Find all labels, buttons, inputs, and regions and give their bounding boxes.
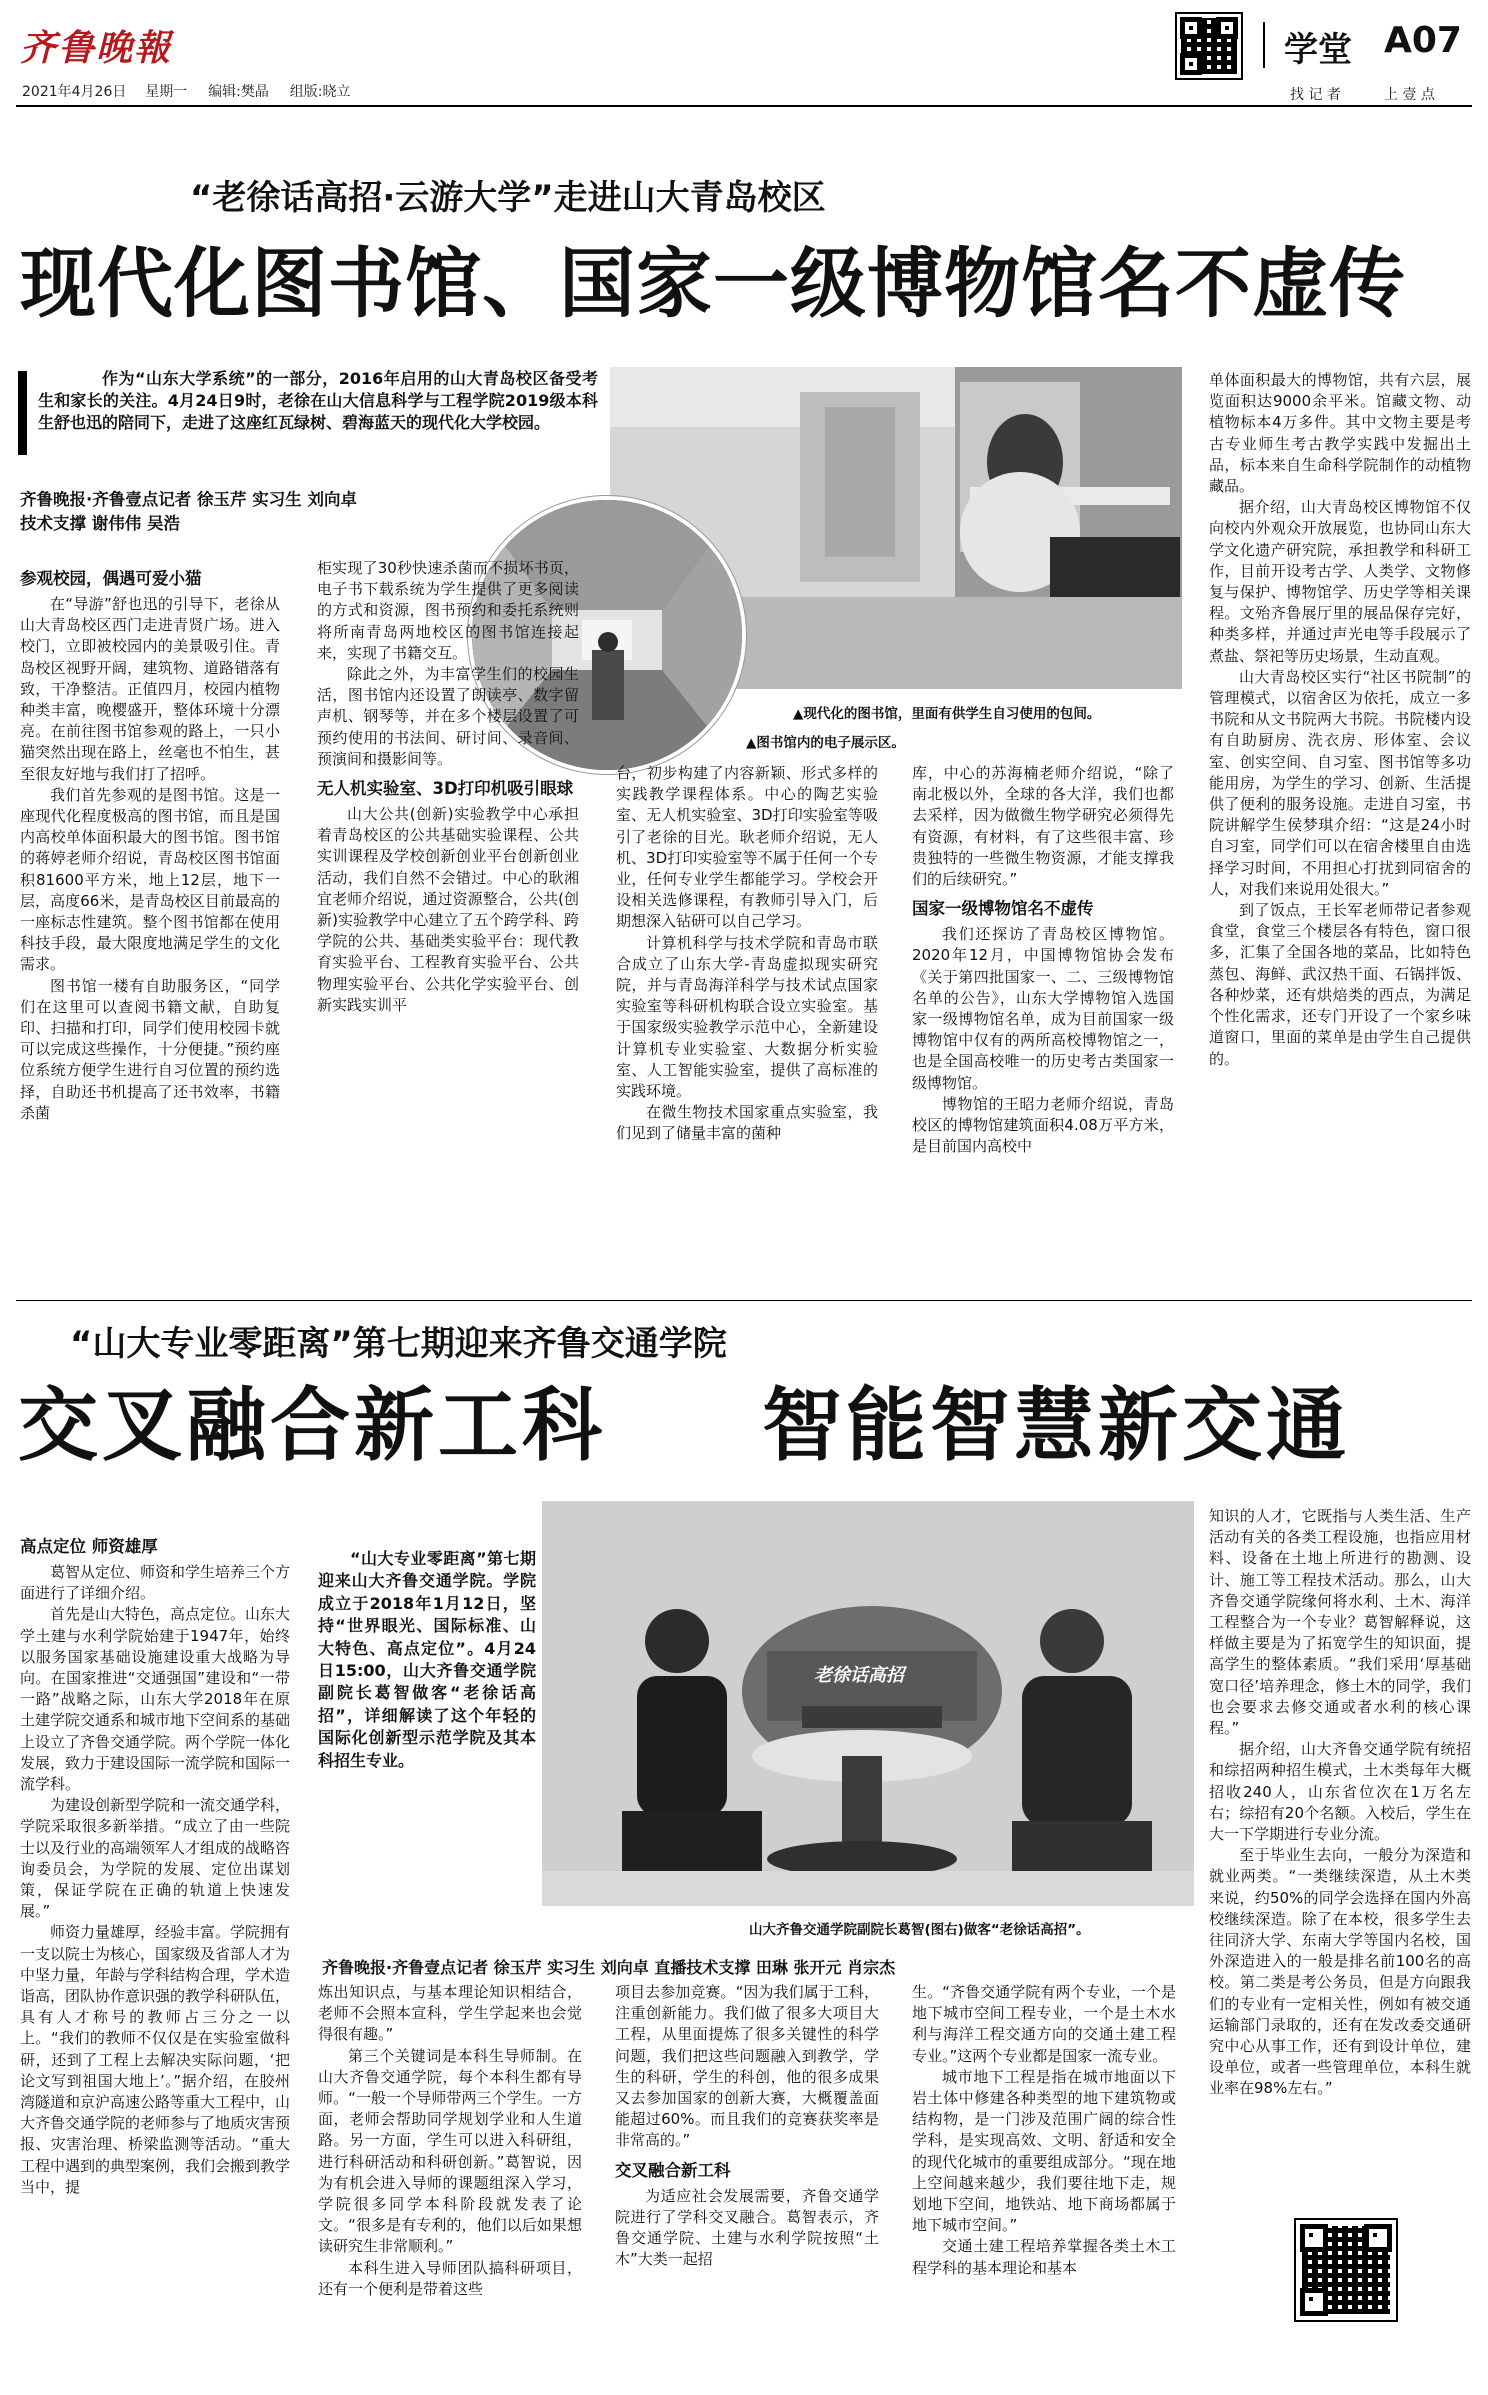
paragraph: 单体面积最大的博物馆，共有六层，展览面积达9000余平米。馆藏文物、动植物标本4万多件。其中文物主要是考古专业师生考古教学实践中发掘出土品，标本来自生命科学院制作的动植物藏品。	[1209, 371, 1471, 496]
photo2-caption: ▲图书馆内的电子展示区。	[746, 735, 905, 751]
paragraph: 到了饭点，王长军老师带记者参观食堂，食堂三个楼层各有特色，窗口很多，汇集了全国各地的菜品，比如特色蒸包、海鲜、武汉热干面、石锅拌饭、各种炒菜，还有烘焙类的西点，为满足个性化需求，还专门开设了一个家乡味道窗口，里面的菜单是由学生自己提供的。	[1209, 901, 1471, 1068]
section-divider-icon	[1263, 22, 1265, 68]
article2-intro: “山大专业零距离”第七期迎来山大齐鲁交通学院。学院成立于2018年1月12日，坚持“世界眼光、国际标准、山大特色、高点定位”。4月24日15:00，山大齐鲁交通学院副院长葛智做客“老徐话高招”，详细解读了这个年轻的国际化创新型示范学院及其本科招生专业。	[318, 1549, 536, 1770]
subheading: 参观校园，偶遇可爱小猫	[20, 569, 202, 588]
paragraph: 生。“齐鲁交通学院有两个专业，一个是地下城市空间工程专业，一个是土木水利与海洋工程交通方向的交通土建工程专业。”这两个专业都是国家一流专业。	[912, 1983, 1176, 2065]
article1-column-3	[616, 763, 878, 1290]
article1-byline	[20, 488, 357, 536]
paragraph: 我们还探访了青岛校区博物馆。2020年12月，中国博物馆协会发布《关于第四批国家一、二、三级博物馆名单的公告》，山东大学博物馆入选国家一级博物馆名单，成为目前国家一级博物馆中仅有的两所高校博物馆之一，也是全国高校唯一的历史考古类国家一级博物馆。	[912, 925, 1174, 1092]
interview-studio-illustration	[542, 1501, 1194, 1906]
article2-byline: 齐鲁晚报·齐鲁壹点记者 徐玉芹 实习生 刘向卓 直播技术支撑 田琳 张开元 肖宗杰	[322, 1958, 896, 1977]
paragraph: 据介绍，山大青岛校区博物馆不仅向校内外观众开放展览，也协同山东大学文化遗产研究院，承担教学和科研工作，目前开设考古学、人类学、文物修复与保护、博物馆学、历史学等相关课程。文殆齐鲁展厅里的展品保存完好，种类多样，并通过声光电等手段展示了煮盐、祭祀等历史场景，生动直观。	[1209, 498, 1471, 665]
subheading: 交叉融合新工科	[615, 2160, 731, 2180]
layout-credit: 组版:晓立	[289, 84, 351, 100]
paragraph: 在“导游”舒也迅的引导下，老徐从山大青岛校区西门走进青贤广场。进入校门，立即被校园内的美景吸引住。青岛校区视野开阔，建筑物、道路错落有致，干净整洁。正值四月，校园内植物种类丰富，晚樱盛开，整体环境十分漂亮。在前往图书馆参观的路上，一只小猫突然出现在路上，丝毫也不怕生，甚至很友好地与我们打了招呼。	[20, 595, 280, 783]
article1-headline: 现代化图书馆、国家一级博物馆名不虚传	[20, 239, 1406, 328]
paragraph: 据介绍，山大齐鲁交通学院有统招和综招两种招生模式，土木类每年大概招收240人，山东省位次在1万名左右；综招有20个名额。入校后，学生在大一下学期进行专业分流。	[1209, 1740, 1471, 1844]
issue-date: 2021年4月26日	[22, 84, 127, 100]
article2-kicker: “山大专业零距离”第七期迎来齐鲁交通学院	[70, 1324, 727, 1364]
article2-column-1	[20, 1528, 290, 2388]
article1-column-4	[912, 763, 1174, 1290]
subheading: 国家一级博物馆名不虚传	[912, 899, 1094, 919]
article2-column-5	[1209, 1506, 1471, 2216]
paragraph: 在微生物技术国家重点实验室，我们见到了储量丰富的菌种	[616, 1103, 878, 1143]
paragraph: 交通土建工程培养掌握各类土木工程学科的基本理论和基本	[912, 2237, 1176, 2277]
article1-column-2	[317, 558, 579, 1290]
qr-code-icon	[1294, 2218, 1398, 2322]
article-separator	[16, 1300, 1472, 1301]
article2-column-3	[615, 1982, 879, 2388]
paragraph: 师资力量雄厚，经验丰富。学院拥有一支以院士为核心，国家级及省部人才为中坚力量，年龄与学科结构合理，学术造诣高，团队协作意识强的教学科研队伍，具有人才称号的教师占三分之一以上。“我们的教师不仅仅是在实验室做科研，还到了工程上去解决实际问题，‘把论文写到祖国大地上’。”据介绍，在胶州湾隧道和京沪高速公路等重大工程中，山大齐鲁交通学院的老师参与了地质灾害预报、灾害治理、桥梁监测等活动。“重大工程中遇到的典型案例，我们会搬到教学当中，提	[20, 1923, 290, 2196]
article1-kicker: “老徐话高招·云游大学”走进山大青岛校区	[190, 178, 826, 218]
article1-lead: 作为“山东大学系统”的一部分，2016年启用的山大青岛校区备受考生和家长的关注。4月24日9时，老徐在山大信息科学与工程学院2019级本科生舒也迅的陪同下，走进了这座红瓦绿树、碧海蓝天的现代化大学校园。	[38, 369, 598, 432]
masthead-logo: 齐鲁晚報	[20, 27, 173, 69]
subheading: 高点定位 师资雄厚	[20, 1537, 158, 1556]
paragraph: 图书馆一楼有自助服务区，“同学们在这里可以查阅书籍文献，自助复印、扫描和打印，同学们使用校园卡就可以完成这些操作，十分便捷。”预约座位系统方便学生进行自习位置的预约选择，自助还书机提高了还书效率，书籍杀菌	[20, 976, 280, 1122]
lead-bar	[18, 371, 27, 455]
paragraph: 第三个关键词是本科生导师制。在山大齐鲁交通学院，每个本科生都有导师。“一般一个导师带两三个学生。一方面，老师会帮助同学规划学业和人生道路。另一方面，学生可以进入科研组，进行科研活动和科研创新。”葛智说，因为有机会进入导师的课题组深入学习，学院很多同学本科阶段就发表了论文。“很多是有专利的，他们以后如果想读研究生非常顺利。”	[318, 2046, 582, 2256]
paragraph: 首先是山大特色，高点定位。山东大学土建与水利学院始建于1947年，始终以服务国家基础设施建设重大战略为导向。在国家推进“交通强国”建设和“一带一路”战略之际，山东大学2018年在原土建学院交通系和城市地下空间系的基础上设立了齐鲁交通学院。两个学院一体化发展，致力于建设国际一流学院和国际一流学科。	[20, 1605, 290, 1794]
issue-weekday: 星期一	[145, 84, 188, 100]
subheading: 无人机实验室、3D打印机吸引眼球	[317, 779, 574, 799]
paragraph: 葛智从定位、师资和学生培养三个方面进行了详细介绍。	[20, 1563, 290, 1603]
masthead-info-line	[22, 81, 351, 101]
paragraph: 城市地下工程是指在城市地面以下岩土体中修建各种类型的地下建筑物或结构物，是一门涉及范围广阔的综合性学科，是实现高效、文明、舒适和安全的现代化城市的重要组成部分。“现在地上空间越来越少，我们要往地下走，规划地下空间，地铁站、地下商场都属于地下城市空间。”	[912, 2067, 1176, 2235]
paragraph: 知识的人才，它既指与人类生活、生产活动有关的各类工程设施，也指应用材料、设备在土地上所进行的勘测、设计、施工等工程技术活动。那么，山大齐鲁交通学院缘何将水利、土木、海洋工程整合为一个专业？葛智解释说，这样做主要是为了拓宽学生的知识面，提高学生的整体素质。“我们采用‘厚基础宽口径’培养理念，修土木的同学，我们也会要求去修交通或者水利的核心课程。”	[1209, 1507, 1471, 1738]
page-number: A07	[1384, 20, 1462, 61]
paragraph: 山大青岛校区实行“社区书院制”的管理模式，以宿舍区为依托，成立一多书院和从文书院两大书院。书院楼内设有自助厨房、洗衣房、形体室、会议室、创实空间、自习室、图书馆等多功能用房，为学生的学习、创新、生活提供了便利的服务设施。走进自习室，书院讲解学生侯梦琪介绍：“这是24小时自习室，同学们可以在宿舍楼里自由选择学习时间，不用担心打扰到同宿舍的人，对我们来说用处很大。”	[1209, 667, 1471, 898]
article2-headline-left: 交叉融合新工科	[18, 1379, 606, 1472]
paragraph: 计算机科学与技术学院和青岛市联合成立了山东大学-青岛虚拟现实研究院，并与青岛海洋科学与技术试点国家实验室等科研机构联合设立实验室。基于国家级实验教学示范中心，全新建设计算机专业实验室、大数据分析实验室、人工智能实验室，提供了高标准的实践环境。	[616, 933, 878, 1101]
article2-column-2	[318, 1982, 582, 2388]
article1-column-1	[20, 560, 280, 1290]
paragraph: 我们首先参观的是图书馆。这是一座现代化程度极高的图书馆，而且是国内高校单体面积最大的图书馆。图书馆的蒋婷老师介绍说，青岛校区图书馆面积81600平方米，地上12层，地下一层，高度66米，是青岛校区目前最高的一座标志性建筑。整个图书馆都在使用科技手段，最大限度地满足学生的文化需求。	[20, 785, 280, 974]
reporter-tag: 找 记 者	[1290, 87, 1341, 103]
interview-photo	[542, 1501, 1194, 1906]
paragraph: 台，初步构建了内容新颖、形式多样的实践教学课程体系。中心的陶艺实验室、无人机实验室、3D打印实验室等吸引了老徐的目光。耿老师介绍说，无人机、3D打印实验室等不属于任何一个专业，任何专业学生都能学习。学校会开设相关选修课程，有教师引导入门，后期想深入钻研可以自己学习。	[616, 764, 878, 931]
paragraph: 为适应社会发展需要，齐鲁交通学院进行了学科交叉融合。葛智表示，齐鲁交通学院、土建与水利学院按照“土木”大类一起招	[615, 2186, 879, 2269]
article2-headline-right: 智能智慧新交通	[762, 1379, 1350, 1472]
byline-tech: 技术支撑 谢伟伟 吴浩	[20, 514, 180, 533]
interview-photo-caption: 山大齐鲁交通学院副院长葛智(图右)做客“老徐话高招”。	[749, 1922, 1090, 1938]
paragraph: 除此之外，为丰富学生们的校园生活，图书馆内还设置了朗读亭、数字留声机、钢琴等，并在多个楼层设置了可预约使用的书法间、研讨间、录音间、预演间和摄影间等。	[317, 665, 579, 768]
photo1-caption: ▲现代化的图书馆，里面有供学生自习使用的包间。	[793, 706, 1101, 722]
paragraph: 柜实现了30秒快速杀菌而不损坏书页，电子书下载系统为学生提供了更多阅读的方式和资源，图书预约和委托系统则将所南青岛两地校区的图书馆连接起来，实现了书籍交互。	[317, 559, 579, 662]
paragraph: 炼出知识点，与基本理论知识相结合，老师不会照本宣科，学生学起来也会觉得很有趣。”	[318, 1983, 582, 2044]
app-tag: 上 壹 点	[1384, 87, 1435, 103]
paragraph: 本科生进入导师团队搞科研项目，还有一个便利是带着这些	[318, 2258, 582, 2298]
qr-code-icon	[1175, 12, 1243, 80]
paragraph: 库，中心的苏海楠老师介绍说，“除了南北极以外，全球的各大洋，我们也都去采样，因为做微生物学研究必须得先有资源，有材料，有了这些很丰富、珍贵独特的一些微生物资源，才能支撑我们的后续研究。”	[912, 764, 1174, 889]
section-name: 学堂	[1284, 30, 1352, 70]
article1-column-5	[1209, 370, 1471, 1290]
masthead-rule	[16, 105, 1472, 107]
paragraph: 博物馆的王昭力老师介绍说，青岛校区的博物馆建筑面积4.08万平方米，是目前国内高校中	[912, 1094, 1174, 1156]
editor-credit: 编辑:樊晶	[208, 84, 269, 100]
article2-column-4	[912, 1982, 1176, 2388]
paragraph: 至于毕业生去向，一般分为深造和就业两类。“一类继续深造，从土木类来说，约50%的同学会选择在国内外高校继续深造。除了在本校，很多学生去往同济大学、东南大学等国内名校，国外深造进入的一般是排名前100名的高校。第二类是考公务员，但是方向跟我们的专业有一定相关性，例如有被交通运输部门录取的，还有在发改委交通研究中心从事工作，还有到设计单位，建设单位，或者一些管理单位，本科生就业率在98%左右。”	[1209, 1846, 1471, 2098]
paragraph: 项目去参加竞赛。“因为我们属于工科，注重创新能力。我们做了很多大项目大工程，从里面提炼了很多关键性的科学问题，我们把这些问题融入到教学，学生的科研，学生的科创，他的很多成果又去参加国家的创新大赛，大概覆盖面能超过60%。而且我们的竞赛获奖率是非常高的。”	[615, 1983, 879, 2150]
studio-backdrop-text: 老徐话高招	[814, 1665, 904, 1686]
paragraph: 为建设创新型学院和一流交通学科，学院采取很多新举措。“成立了由一些院士以及行业的高端领军人才组成的战略咨询委员会，为学院的发展、定位出谋划策，保证学院在正确的轨道上快速发展。”	[20, 1796, 290, 1921]
byline-reporters: 齐鲁晚报·齐鲁壹点记者 徐玉芹 实习生 刘向卓	[20, 490, 358, 509]
paragraph: 山大公共(创新)实验教学中心承担着青岛校区的公共基础实验课程、公共实训课程及学校创新创业平台创新创业活动，我们自然不会错过。中心的耿湘宜老师介绍说，通过资源整合，公共(创新)实验教学中心建立了五个跨学科、跨学院的公共、基础类实验平台：现代教育实验平台、工程教育实验平台、公共物理实验平台、公共化学实验平台、创新实践实训平	[317, 805, 579, 1014]
